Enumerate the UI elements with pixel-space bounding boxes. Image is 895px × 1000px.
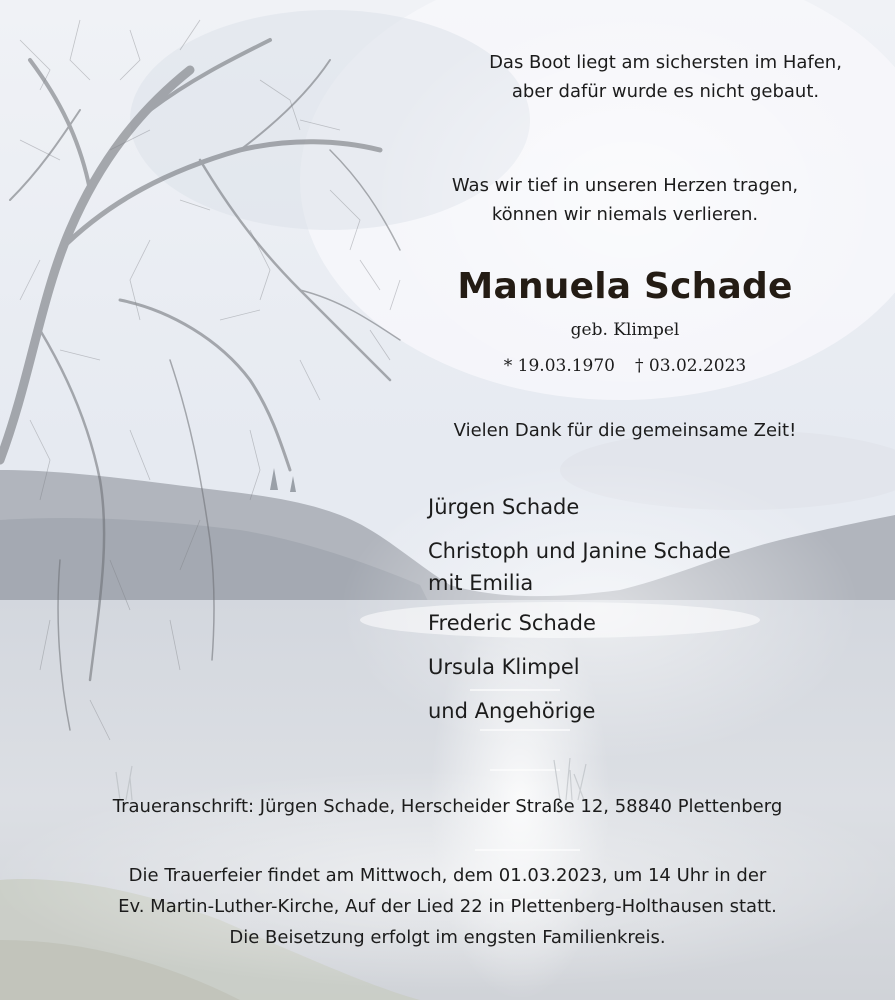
mourner: Ursula Klimpel xyxy=(428,655,580,679)
opening-quote-line-2: aber dafür wurde es nicht gebaut. xyxy=(511,81,820,102)
memorial-quote-line-2: können wir niemals verlieren. xyxy=(491,204,759,225)
ceremony-line-1: Die Trauerfeier findet am Mittwoch, dem 01.03.2023, um 14 Uhr in der xyxy=(128,865,767,886)
life-dates xyxy=(400,356,850,376)
mourner: Jürgen Schade xyxy=(428,495,580,519)
birth-date: * 19.03.1970 xyxy=(503,356,615,376)
ceremony-details xyxy=(0,860,895,953)
thanks-line: Vielen Dank für die gemeinsame Zeit! xyxy=(453,420,797,441)
opening-quote-line-1: Das Boot liegt am sichersten im Hafen, xyxy=(489,52,842,73)
opening-quote xyxy=(468,48,863,106)
ceremony-line-2: Ev. Martin-Luther-Kirche, Auf der Lied 22 in Plettenberg-Holthausen statt. xyxy=(118,896,777,917)
memorial-quote xyxy=(400,171,850,229)
mourner: Christoph und Janine Schade xyxy=(428,539,731,563)
memorial-quote-line-1: Was wir tief in unseren Herzen tragen, xyxy=(451,175,799,196)
mourning-address: Traueranschrift: Jürgen Schade, Herscheider Straße 12, 58840 Plettenberg xyxy=(112,796,783,817)
mourner: und Angehörige xyxy=(428,699,596,723)
death-date: † 03.02.2023 xyxy=(635,356,747,376)
birth-name: geb. Klimpel xyxy=(570,320,680,340)
ceremony-line-3: Die Beisetzung erfolgt im engsten Familienkreis. xyxy=(229,927,666,948)
mourner: Frederic Schade xyxy=(428,611,596,635)
mourner: mit Emilia xyxy=(428,571,534,595)
mourners-list xyxy=(428,485,868,733)
deceased-name: Manuela Schade xyxy=(457,266,793,307)
